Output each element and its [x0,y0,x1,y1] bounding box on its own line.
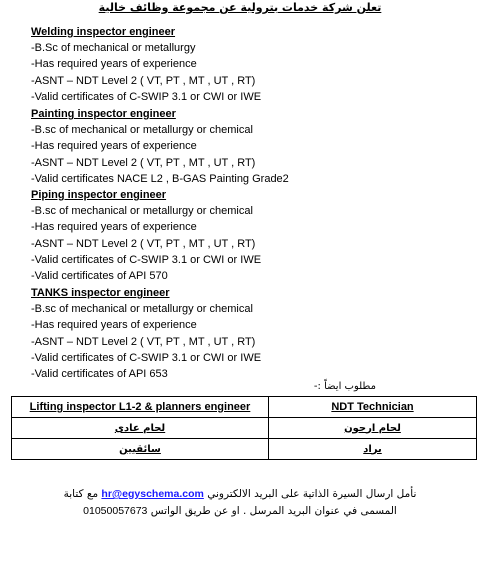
table-cell: براد [269,439,477,460]
email-link[interactable]: hr@egyschema.com [101,488,204,500]
table-row [12,418,477,439]
job-title: Welding inspector engineer [31,26,176,38]
job-requirement: -B.sc of mechanical or metallurgy or chemical [31,205,253,218]
table-cell: NDT Technician [269,397,477,418]
table-cell: Lifting inspector L1-2 & planners engineer [12,397,269,418]
job-requirement: -B.sc of mechanical or metallurgy or chemical [31,303,253,316]
contact-line-2 [40,503,440,520]
job-requirement: -Valid certificates of C-SWIP 3.1 or CWI or IWE [31,90,262,103]
table-cell: سائقيين [12,439,269,460]
job-requirement: -ASNT – NDT Level 2 ( VT, PT , MT , UT , RT) [31,237,256,250]
job-requirement: -B.Sc of mechanical or metallurgy [31,42,196,55]
job-welding-inspector [31,24,261,105]
job-title: Painting inspector engineer [31,108,176,120]
job-title: Piping inspector engineer [31,189,167,201]
phone-number: 01050057673 [83,505,148,517]
job-requirement: -ASNT – NDT Level 2 ( VT, PT , MT , UT , RT) [31,156,256,169]
announcement-title: تعلن شركة خدمات بترولية عن مجموعة وظائف خالية [98,1,382,14]
job-requirement: -Valid certificates NACE L2 , B-GAS Painting Grade2 [31,172,289,185]
job-requirement: -Valid certificates of API 653 [31,368,168,381]
job-title: TANKS inspector engineer [31,287,170,299]
job-requirement: -Valid certificates of API 570 [31,270,168,283]
job-requirement: -Has required years of experience [31,221,197,234]
contact-text: مع كتابة [63,488,99,500]
contact-text: نأمل ارسال السيرة الذاتية على البريد الالكتروني [207,488,417,500]
table-row [12,397,477,418]
also-required-label: مطلوب ايضاً :- [313,381,376,392]
job-requirement: -B.sc of mechanical or metallurgy or chemical [31,124,253,137]
contact-line-1 [40,486,440,503]
contact-text: المسمى في عنوان البريد المرسل . او عن طريق الواتس [150,505,397,517]
job-painting-inspector [31,106,289,187]
job-requirement: -Has required years of experience [31,319,197,332]
contact-info [40,486,440,520]
job-requirement: -Valid certificates of C-SWIP 3.1 or CWI or IWE [31,253,262,266]
job-requirement: -ASNT – NDT Level 2 ( VT, PT , MT , UT , RT) [31,74,256,87]
job-requirement: -Has required years of experience [31,140,197,153]
job-requirement: -ASNT – NDT Level 2 ( VT, PT , MT , UT , RT) [31,335,256,348]
roles-table [11,396,477,460]
job-tanks-inspector [31,285,261,382]
job-requirement: -Valid certificates of C-SWIP 3.1 or CWI or IWE [31,351,262,364]
table-row [12,439,477,460]
job-requirement: -Has required years of experience [31,58,197,71]
job-piping-inspector [31,187,261,284]
table-cell: لحام عادى [12,418,269,439]
table-cell: لحام ارجون [269,418,477,439]
